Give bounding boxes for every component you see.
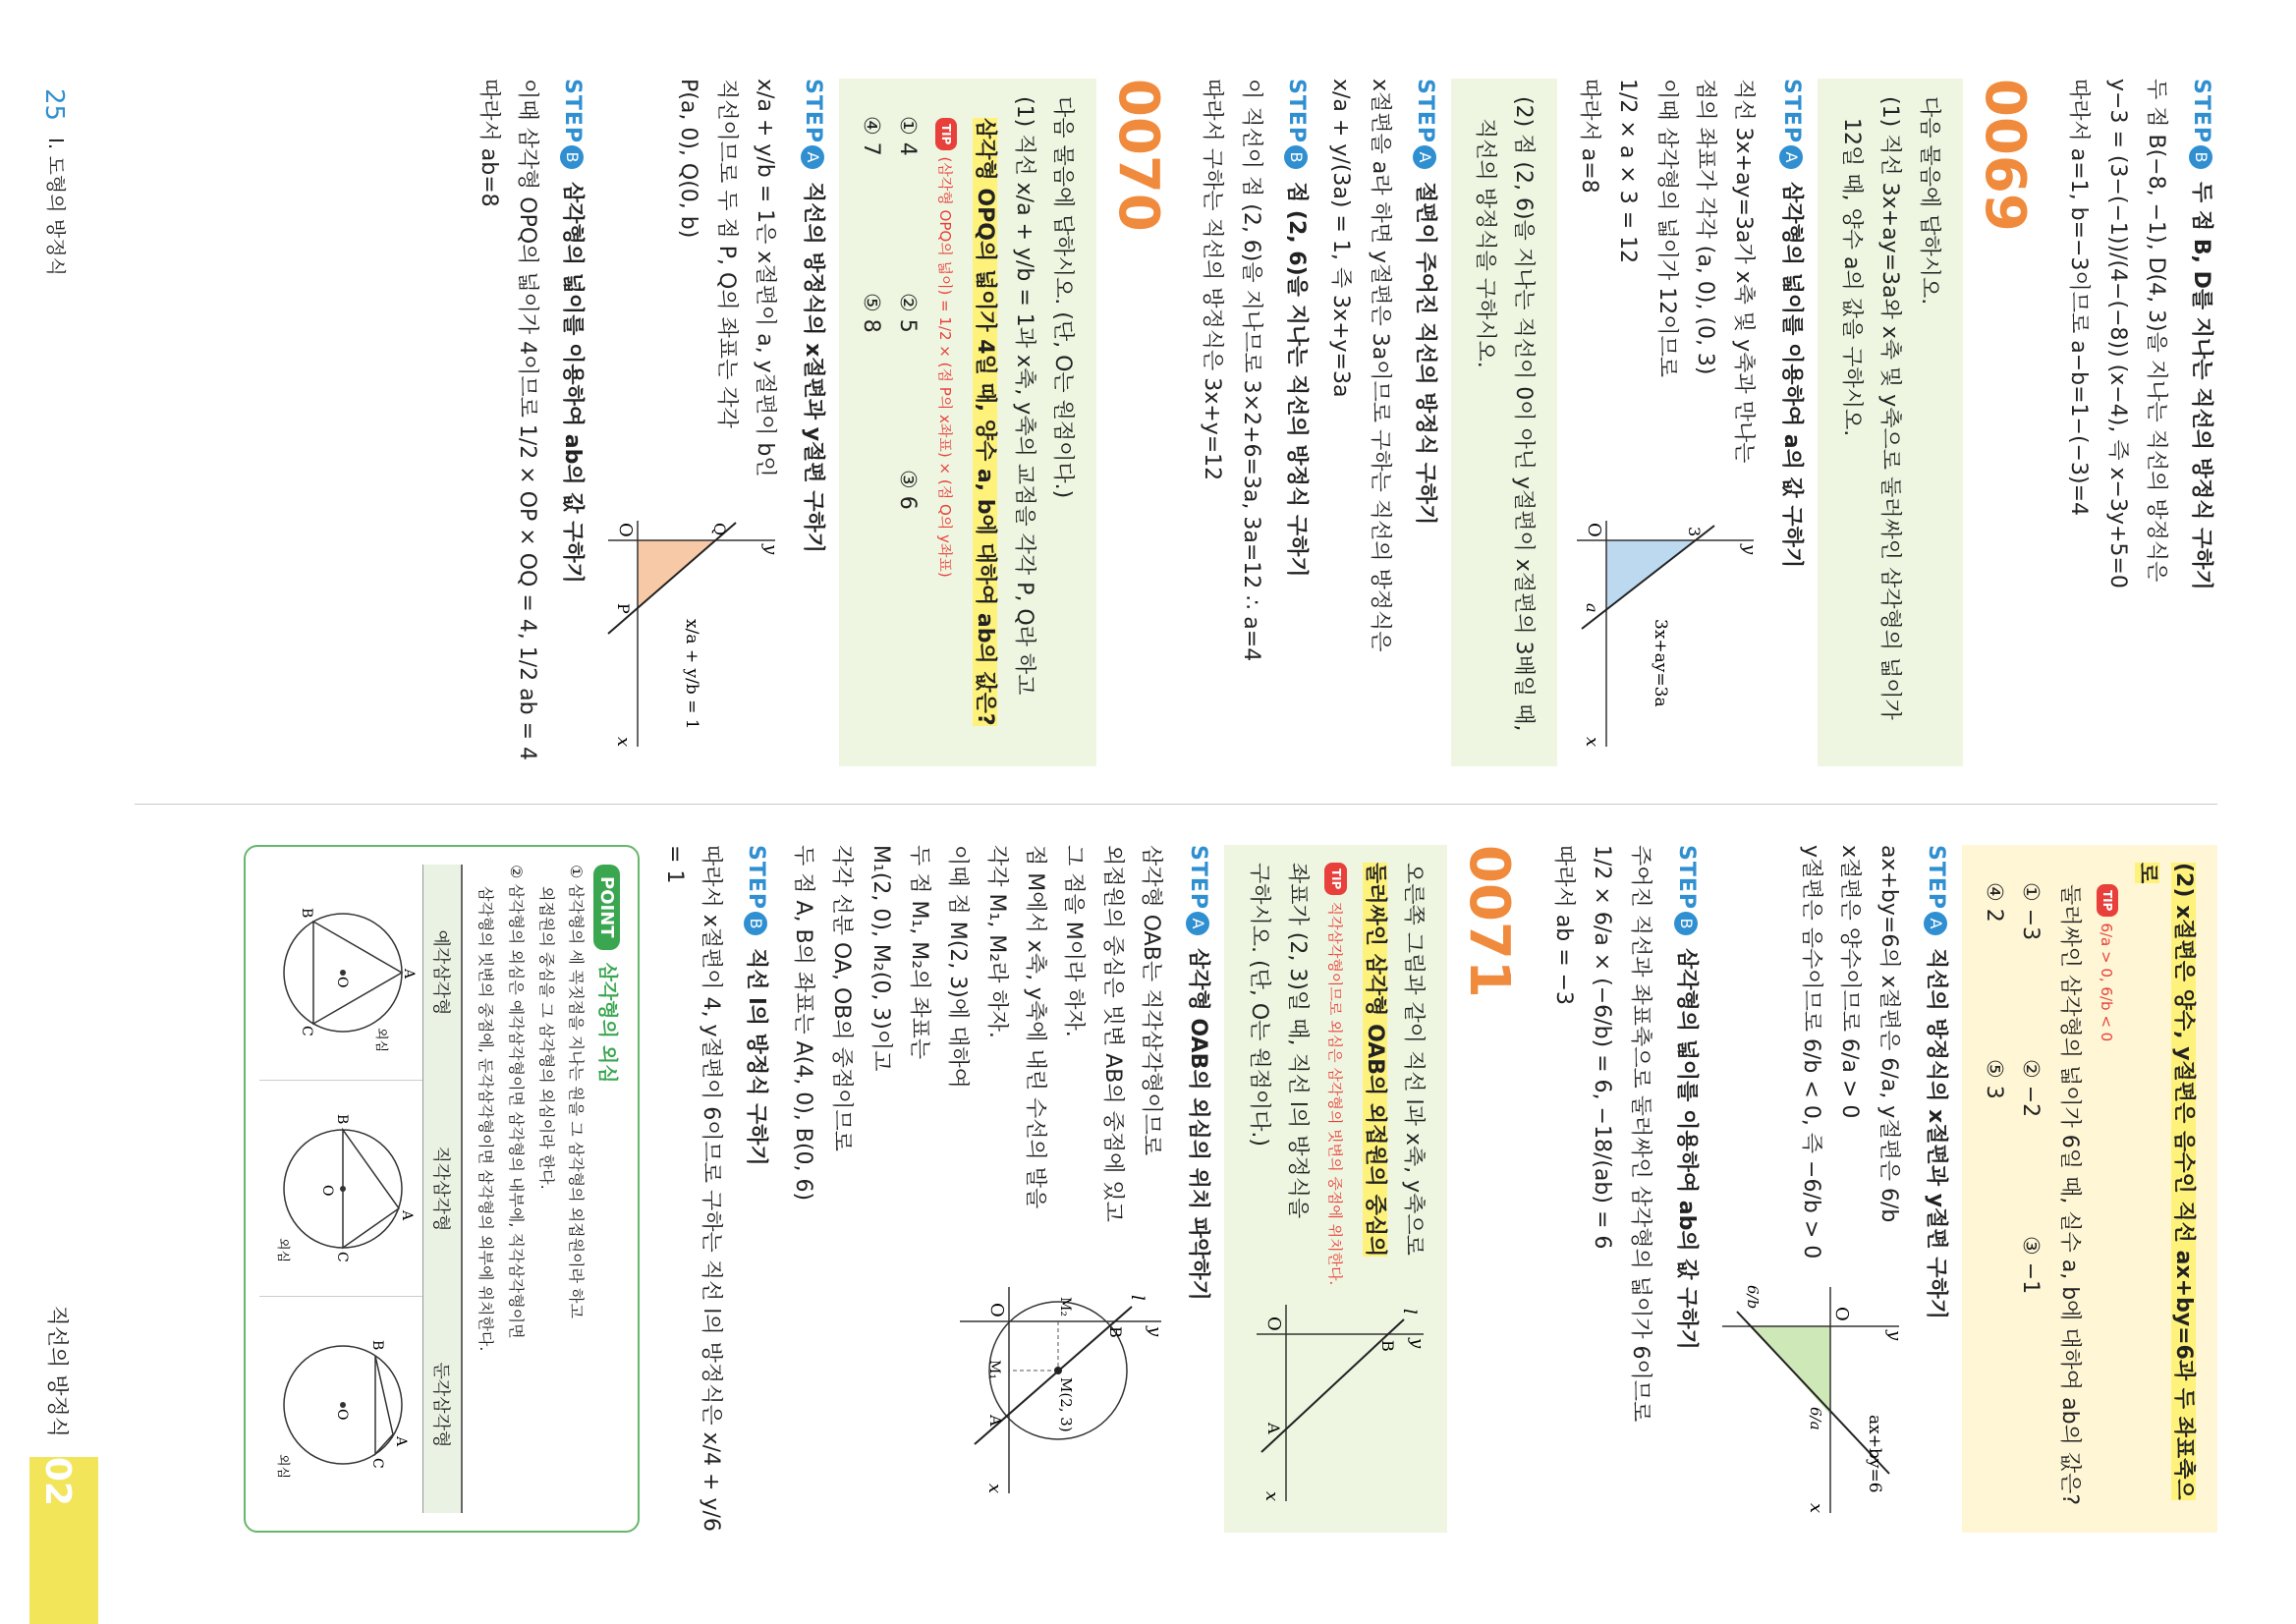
origin-label: O xyxy=(1584,523,1605,537)
solution-line: 직선 3x+ay=3a가 x축 및 y축과 만나는 xyxy=(1731,79,1757,464)
vertex-c-label: C xyxy=(369,1458,386,1469)
center-label: M(2, 3) xyxy=(1057,1377,1076,1432)
solution-line: M₁(2, 0), M₂(0, 3)이고 xyxy=(868,845,893,1072)
x-label: x xyxy=(984,1484,1006,1494)
choice-list xyxy=(1976,863,2049,1515)
solution-line: 각각 선분 OA, OB의 중점이므로 xyxy=(829,845,855,1151)
solution-line: 이때 삼각형의 넓이가 12이므로 xyxy=(1653,79,1679,377)
solution-line: 외접원의 중심은 빗변 AB의 중점에 있고 xyxy=(1099,845,1125,1222)
obtuse-diagram-cell xyxy=(259,1297,422,1513)
page-number: 25 xyxy=(39,88,69,122)
column-divider xyxy=(135,804,2217,805)
step-title: 직선의 방정식의 x절편과 y절편 구하기 xyxy=(800,182,825,553)
step-letter: A xyxy=(1779,145,1803,169)
chapter-number: 02 xyxy=(37,1456,78,1506)
choice-3: ③ −1 xyxy=(2018,1236,2044,1295)
step-letter: B xyxy=(744,912,767,935)
step-letter: B xyxy=(561,145,585,169)
point-q-label: Q xyxy=(710,523,730,536)
y-label: y xyxy=(1883,1330,1905,1341)
step-a-heading: STEPA 절편이 주어진 직선의 방정식 구하기 xyxy=(1412,79,1437,526)
tip-text: (삼각형 OPQ의 넓이) = 1/2 × (점 P의 x좌표) × (점 Q의 y좌표) xyxy=(935,156,954,578)
step-letter: A xyxy=(1186,912,1209,935)
choice-1: ① 4 xyxy=(895,116,921,156)
x-intercept-label: 6/a xyxy=(1806,1407,1824,1430)
y-label: y xyxy=(1739,544,1761,555)
vertex-c-label: C xyxy=(299,1025,315,1036)
step-letter: A xyxy=(801,145,824,169)
question-text: (1) 직선 3x+ay=3a와 x축 및 y축으로 둘러싸인 삼각형의 넓이가 xyxy=(1877,96,1903,720)
y-intercept-label: 3 xyxy=(1685,527,1705,537)
circumcenter-label: O xyxy=(334,1409,351,1421)
step-a-heading: STEPA 삼각형의 넓이를 이용하여 a의 값 구하기 xyxy=(1778,79,1804,569)
question-text: 삼각형 OPQ의 넓이가 4일 때, 양수 a, b에 대하여 ab의 값은? xyxy=(973,118,998,726)
right-diagram-cell xyxy=(259,1081,422,1297)
tip-badge: TIP xyxy=(1324,863,1346,895)
right-column xyxy=(244,845,2227,1533)
solution-line: 따라서 ab = −3 xyxy=(1550,845,1576,1006)
header-right: 직각삼각형 xyxy=(422,1081,461,1297)
x-intercept-label: a xyxy=(1583,603,1602,613)
equation-label: 3x+ay=3a xyxy=(1651,619,1671,707)
solution-line: 이때 삼각형 OPQ의 넓이가 4이므로 1/2 × OP × OQ = 4, 1/2 ab = 4 xyxy=(515,79,540,761)
question-text: 12일 때, 양수 a의 값을 구하시오. xyxy=(1838,118,1864,437)
tip-text: 직각삼각형이므로 외심은 삼각형의 빗변의 중점에 위치한다. xyxy=(1325,901,1344,1286)
problem-number: 0070 xyxy=(1105,79,1170,232)
solution-line: 따라서 ab=8 xyxy=(476,79,502,207)
point-note: 외접원의 중심을 그 삼각형의 외심이라 한다. xyxy=(536,886,556,1190)
step-title: 절편이 주어진 직선의 방정식 구하기 xyxy=(1412,182,1437,526)
solution-line: 점 M에서 x축, y축에 내린 수선의 발을 xyxy=(1023,845,1048,1209)
solution-line: 직선이므로 두 점 P, Q의 좌표는 각각 xyxy=(714,79,740,428)
step-a-heading: STEPA 삼각형 OAB의 외심의 위치 파악하기 xyxy=(1186,845,1211,1301)
solution-line: 삼각형 OAB는 직각삼각형이므로 xyxy=(1139,845,1164,1156)
point-box xyxy=(244,845,640,1533)
question-text: 다음 물음에 답하시오. xyxy=(1916,96,1941,306)
solution-line: 따라서 a=8 xyxy=(1576,79,1601,194)
step-title: 두 점 B, D를 지나는 직선의 방정식 구하기 xyxy=(2189,182,2213,590)
solution-line: 점의 좌표가 각각 (a, 0), (0, 3) xyxy=(1693,79,1718,375)
question-text: (2) x절편은 양수, y절편은 음수인 직선 ax+by=6과 두 좌표축으로 xyxy=(2134,863,2196,1500)
point-note: ② 삼각형의 외심은 예각삼각형이면 삼각형의 내부에, 직각삼각형이면 xyxy=(506,865,526,1339)
page-section-label: I. 도형의 방정식 xyxy=(44,138,68,276)
origin-label: O xyxy=(986,1303,1008,1317)
triangle-graph xyxy=(599,501,786,756)
step-letter: B xyxy=(2189,145,2212,169)
circumcenter-label: O xyxy=(334,976,351,987)
problem-box xyxy=(1818,79,1963,766)
line-graph xyxy=(609,523,737,634)
question-text: 구하시오. (단, O는 원점이다.) xyxy=(1246,863,1271,1147)
left-column xyxy=(469,79,2227,766)
solution-line: 두 점 B(−8, −1), D(4, 3)을 지나는 직선의 방정식은 xyxy=(2143,79,2168,583)
problem-box xyxy=(1224,845,1447,1533)
solution-line: 각각 M₁, M₂라 하자. xyxy=(983,845,1009,1038)
step-letter: B xyxy=(1674,912,1698,935)
m2-label: M₂ xyxy=(1057,1297,1074,1316)
choice-list xyxy=(853,96,926,749)
solution-line: 따라서 a=1, b=−3이므로 a−b=1−(−3)=4 xyxy=(2066,79,2092,516)
step-b-heading: STEPB 점 (2, 6)을 지나는 직선의 방정식 구하기 xyxy=(1283,79,1309,578)
choice-5: ⑤ 3 xyxy=(1982,1059,2007,1099)
choice-5: ⑤ 8 xyxy=(858,293,883,333)
acute-diagram-cell xyxy=(259,865,422,1081)
tip-badge: TIP xyxy=(935,118,957,150)
solution-line: 1/2 × a × 3 = 12 xyxy=(1615,79,1641,264)
solution-line: P(a, 0), Q(0, b) xyxy=(675,79,700,239)
vertex-b-label: B xyxy=(334,1113,351,1124)
circumcircle-graph xyxy=(945,1277,1171,1503)
vertex-b-label: B xyxy=(299,907,315,918)
step-a-heading: STEPA 직선의 방정식의 x절편과 y절편 구하기 xyxy=(800,79,825,553)
choice-3: ③ 6 xyxy=(895,470,921,510)
vertex-c-label: C xyxy=(334,1251,351,1262)
step-title: 삼각형 OAB의 외심의 위치 파악하기 xyxy=(1186,948,1211,1301)
choice-2: ② 5 xyxy=(895,293,921,333)
solution-line: x절편은 양수이므로 6/a > 0 xyxy=(1837,845,1863,1119)
y-label: y xyxy=(1407,1338,1428,1349)
question-text: (2) 점 (2, 6)을 지나는 직선이 0이 아닌 y절편이 x절편의 3배일 때, xyxy=(1511,96,1537,732)
solution-line: y절편은 음수이므로 6/b < 0, 즉 −6/b > 0 xyxy=(1798,845,1823,1260)
x-label: x xyxy=(1582,737,1603,748)
header-acute: 예각삼각형 xyxy=(422,865,461,1081)
point-p-label: P xyxy=(614,603,634,614)
origin-label: O xyxy=(1263,1316,1285,1331)
tip-text: 6/a > 0, 6/b < 0 xyxy=(2098,923,2116,1042)
x-label: x xyxy=(1261,1491,1283,1502)
y-label: y xyxy=(1145,1326,1166,1337)
center-m xyxy=(1054,1367,1062,1374)
point-title: 삼각형의 외심 xyxy=(596,962,621,1084)
origin-label: O xyxy=(615,523,637,537)
step-title: 직선의 방정식의 x절편과 y절편 구하기 xyxy=(1923,948,1948,1319)
line-l-label: l xyxy=(1399,1309,1421,1315)
solution-line: y−3 = (3−(−1))/(4−(−8)) (x−4), 즉 x−3y+5=0 xyxy=(2104,79,2130,588)
solution-line: ax+by=6의 x절편은 6/a, y절편은 6/b xyxy=(1876,845,1901,1223)
problem-number: 0069 xyxy=(1972,79,2037,232)
step-title: 삼각형의 넓이를 이용하여 ab의 값 구하기 xyxy=(560,182,586,584)
vertex-b-label: B xyxy=(369,1340,386,1351)
solution-line: 따라서 x절편이 4, y절편이 6이므로 구하는 직선 l의 방정식은 x/4 + y/6 = 1 xyxy=(661,845,724,1532)
solution-line: 이때 점 M(2, 3)에 대하여 xyxy=(945,845,971,1089)
step-title: 직선 l의 방정식 구하기 xyxy=(744,948,769,1166)
y-label: y xyxy=(760,544,782,555)
equation-label: ax+by=6 xyxy=(1864,1415,1884,1493)
step-b-heading xyxy=(2184,79,2217,766)
solution-line: x/a + y/b = 1은 x절편이 a, y절편이 b인 xyxy=(753,79,778,477)
vertex-a-label: A xyxy=(399,1209,416,1220)
origin-label: O xyxy=(1830,1307,1852,1321)
choice-2: ② −2 xyxy=(2018,1059,2044,1118)
line-l-label: l xyxy=(1127,1295,1148,1301)
solution-line: 이 직선이 점 (2, 6)을 지나므로 3×2+6=3a, 3a=12 ∴ a=4 xyxy=(1238,79,1263,662)
step-letter: A xyxy=(1413,145,1436,169)
point-a-label: A xyxy=(986,1415,1006,1427)
line-l-graph xyxy=(1247,1295,1433,1511)
header-obtuse: 둔각삼각형 xyxy=(422,1297,461,1513)
question-text: 오른쪽 그림과 같이 직선 l과 x축, y축으로 xyxy=(1401,863,1427,1256)
solution-line: 그 점을 M이라 하자. xyxy=(1061,845,1087,1037)
question-text: (1) 직선 x/a + y/b = 1과 x축, y축의 교점을 각각 P, Q라 하고 xyxy=(1011,96,1036,696)
acute-triangle-diagram xyxy=(269,884,417,1061)
right-triangle-diagram xyxy=(269,1100,417,1277)
problem-box xyxy=(1451,79,1558,766)
question-text: 다음 물음에 답하시오. (단, O는 원점이다.) xyxy=(1049,96,1075,499)
tip-badge: TIP xyxy=(2097,884,2118,917)
problem-box xyxy=(1962,845,2217,1533)
step-b-heading: STEPB 삼각형의 넓이를 이용하여 ab의 값 구하기 xyxy=(560,79,586,584)
chapter-title: 직선의 방정식 xyxy=(44,1305,69,1437)
solution-line: 두 점 M₁, M₂의 좌표는 xyxy=(906,845,931,1060)
choice-4: ④ 7 xyxy=(858,116,883,156)
point-badge: POINT xyxy=(593,865,620,950)
triangle-graph xyxy=(1567,501,1764,756)
step-b-heading: STEPB 삼각형의 넓이를 이용하여 ab의 값 구하기 xyxy=(1673,845,1699,1350)
step-title: 삼각형의 넓이를 이용하여 ab의 값 구하기 xyxy=(1673,948,1699,1350)
solution-line: 1/2 × 6/a × (−6/b) = 6, −18/(ab) = 6 xyxy=(1590,845,1615,1250)
outer-label: 외심 xyxy=(275,1454,291,1480)
outer-label: 외심 xyxy=(373,1027,389,1052)
choice-1: ① −3 xyxy=(2018,882,2044,941)
circumcenter-label: O xyxy=(319,1184,336,1196)
point-b-label: B xyxy=(1106,1326,1126,1338)
outer-label: 외심 xyxy=(275,1237,291,1262)
point-note: ① 삼각형의 세 꼭짓점을 지나는 원을 그 삼각형의 외접원이라 하고 xyxy=(567,865,587,1318)
question-text: 직선의 방정식을 구하시오. xyxy=(1473,118,1498,368)
problem-box xyxy=(839,79,1096,766)
point-b-label: B xyxy=(1378,1340,1398,1352)
vertex-a-label: A xyxy=(401,968,418,979)
solution-line: 따라서 구하는 직선의 방정식은 3x+y=12 xyxy=(1200,79,1225,481)
question-text: 둘러싸인 삼각형 OAB의 외접원의 중심의 xyxy=(1362,863,1387,1258)
point-note: 삼각형의 빗변의 중점에, 둔각삼각형이면 삼각형의 외부에 위치한다. xyxy=(476,886,496,1352)
triangle-graph xyxy=(1712,1267,1909,1523)
vertex-a-label: A xyxy=(393,1436,410,1447)
step-a-heading: STEPA 직선의 방정식의 x절편과 y절편 구하기 xyxy=(1923,845,1948,1319)
choice-4: ④ 2 xyxy=(1982,882,2007,923)
solution-line: x절편을 a라 하면 y절편은 3a이므로 구하는 직선의 방정식은 xyxy=(1367,79,1392,652)
solution-line: 주어진 직선과 좌표축으로 둘러싸인 삼각형의 넓이가 6이므로 xyxy=(1628,845,1653,1423)
obtuse-triangle-diagram xyxy=(269,1316,417,1493)
step-letter: B xyxy=(1284,145,1308,169)
solution-line: 두 점 A, B의 좌표는 A(4, 0), B(0, 6) xyxy=(790,845,815,1202)
x-label: x xyxy=(1805,1503,1826,1514)
y-intercept-label: 6/b xyxy=(1743,1285,1762,1310)
question-text: 둘러싸인 삼각형의 넓이가 6일 때, 실수 a, b에 대하여 ab의 값은? xyxy=(2056,884,2082,1506)
solution-line: x/a + y/(3a) = 1, 즉 3x+y=3a xyxy=(1328,79,1354,398)
problem-number: 0071 xyxy=(1457,845,1522,998)
equation-label: x/a + y/b = 1 xyxy=(682,619,702,730)
step-title: 삼각형의 넓이를 이용하여 a의 값 구하기 xyxy=(1778,182,1804,569)
m1-label: M₁ xyxy=(986,1360,1003,1379)
point-a-label: A xyxy=(1264,1423,1284,1434)
question-text: 좌표가 (2, 3)일 때, 직선 l의 방정식을 xyxy=(1285,863,1311,1219)
step-title: 점 (2, 6)을 지나는 직선의 방정식 구하기 xyxy=(1283,182,1309,578)
x-label: x xyxy=(613,737,635,748)
step-letter: A xyxy=(1924,912,1947,935)
step-tag: STEP xyxy=(2189,79,2213,144)
circumcenter-table xyxy=(259,865,463,1513)
step-b-heading: STEPB 직선 l의 방정식 구하기 xyxy=(744,845,769,1166)
